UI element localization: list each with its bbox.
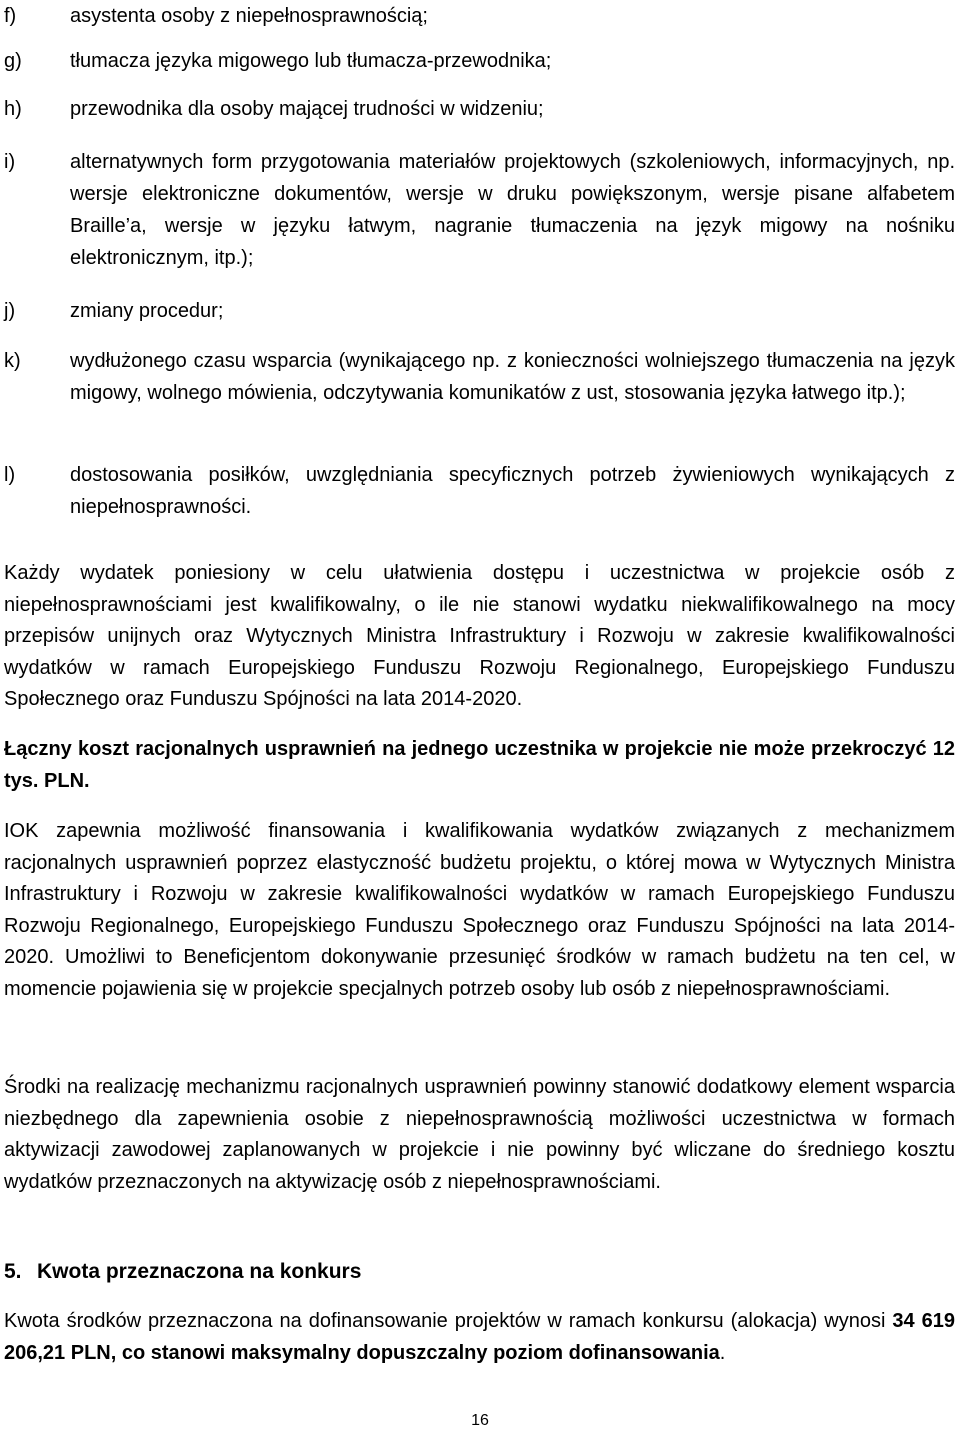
paragraph-cost-limit: Łączny koszt racjonalnych usprawnień na jednego uczestnika w projekcie nie może przekroczyć 12 tys. PLN. bbox=[4, 738, 955, 792]
list-item-text: dostosowania posiłków, uwzględniania specyficznych potrzeb żywieniowych wynikających z niepełnosprawności. bbox=[70, 464, 955, 518]
list-item-text: przewodnika dla osoby mającej trudności w widzeniu; bbox=[70, 98, 544, 120]
allocation-amount: 34 619 206,21 PLN, co stanowi maksymalny dopuszczalny poziom dofinansowania bbox=[4, 1310, 956, 1364]
allocation-intro: Kwota środków przeznaczona na dofinansowanie projektów w ramach konkursu (alokacja) wynosi bbox=[4, 1310, 893, 1332]
list-item-text: alternatywnych form przygotowania materiałów projektowych (szkoleniowych, informacyjnych, np. wersje elektroniczne dokumentów, wersje w druku powiększonym, wersje pisane alfabetem Braille’a, wersje w języku łatwym, nagranie tłumaczenia na język migowy na nośniku elektronicznym, itp.); bbox=[70, 151, 955, 269]
list-marker: h) bbox=[4, 98, 22, 120]
list-marker: g) bbox=[4, 50, 22, 72]
allocation-end: . bbox=[719, 1341, 726, 1364]
section-title: Kwota przeznaczona na konkurs bbox=[37, 1260, 362, 1283]
paragraph-funds: Środki na realizację mechanizmu racjonalnych usprawnień powinny stanowić dodatkowy element wsparcia niezbędnego dla zapewnienia osobie z niepełnosprawnością możliwości uczestnictwa w formach aktywizacji zawodowej zaplanowanych w projekcie i nie powinny być wliczane do średniego kosztu wydatków przeznaczonych na aktywizację osób z niepełnosprawnościami. bbox=[4, 1076, 955, 1193]
list-item-text: zmiany procedur; bbox=[70, 300, 224, 322]
list-item-text: tłumacza języka migowego lub tłumacza-przewodnika; bbox=[70, 50, 552, 72]
list-marker: i) bbox=[4, 151, 16, 173]
paragraph-allocation bbox=[4, 1306, 955, 1369]
page-number: 16 bbox=[471, 1412, 489, 1429]
list-marker: f) bbox=[4, 5, 17, 27]
list-marker: j) bbox=[4, 300, 16, 322]
section-number: 5. bbox=[4, 1260, 22, 1283]
list-marker: l) bbox=[4, 464, 16, 486]
paragraph-expenses: Każdy wydatek poniesiony w celu ułatwienia dostępu i uczestnictwa w projekcie osób z niepełnosprawnościami jest kwalifikowalny, o ile nie stanowi wydatku niekwalifikowalnego na mocy przepisów unijnych oraz Wytycznych Ministra Infrastruktury i Rozwoju w zakresie kwalifikowalności wydatków w ramach Europejskiego Funduszu Rozwoju Regionalnego, Europejskiego Funduszu Społecznego oraz Funduszu Spójności na lata 2014-2020. bbox=[4, 562, 955, 710]
list-marker: k) bbox=[4, 350, 21, 372]
paragraph-iok: IOK zapewnia możliwość finansowania i kwalifikowania wydatków związanych z mechanizmem racjonalnych usprawnień poprzez elastyczność budżetu projektu, o której mowa w Wytycznych Ministra Infrastruktury i Rozwoju w zakresie kwalifikowalności wydatków w ramach Europejskiego Funduszu Rozwoju Regionalnego, Europejskiego Funduszu Społecznego oraz Funduszu Spójności na lata 2014-2020. Umożliwi to Beneficjentom dokonywanie przesunięć środków w ramach budżetu na ten cel, w momencie pojawienia się w projekcie specjalnych potrzeb osoby lub osób z niepełnosprawnościami. bbox=[4, 820, 955, 1000]
list-item-text: wydłużonego czasu wsparcia (wynikającego np. z konieczności wolniejszego tłumaczenia na język migowy, wolnego mówienia, odczytywania komunikatów z ust, stosowania języka łatwego itp.); bbox=[70, 350, 955, 404]
list-item-text: asystenta osoby z niepełnosprawnością; bbox=[70, 5, 428, 27]
section-heading bbox=[4, 1256, 361, 1288]
